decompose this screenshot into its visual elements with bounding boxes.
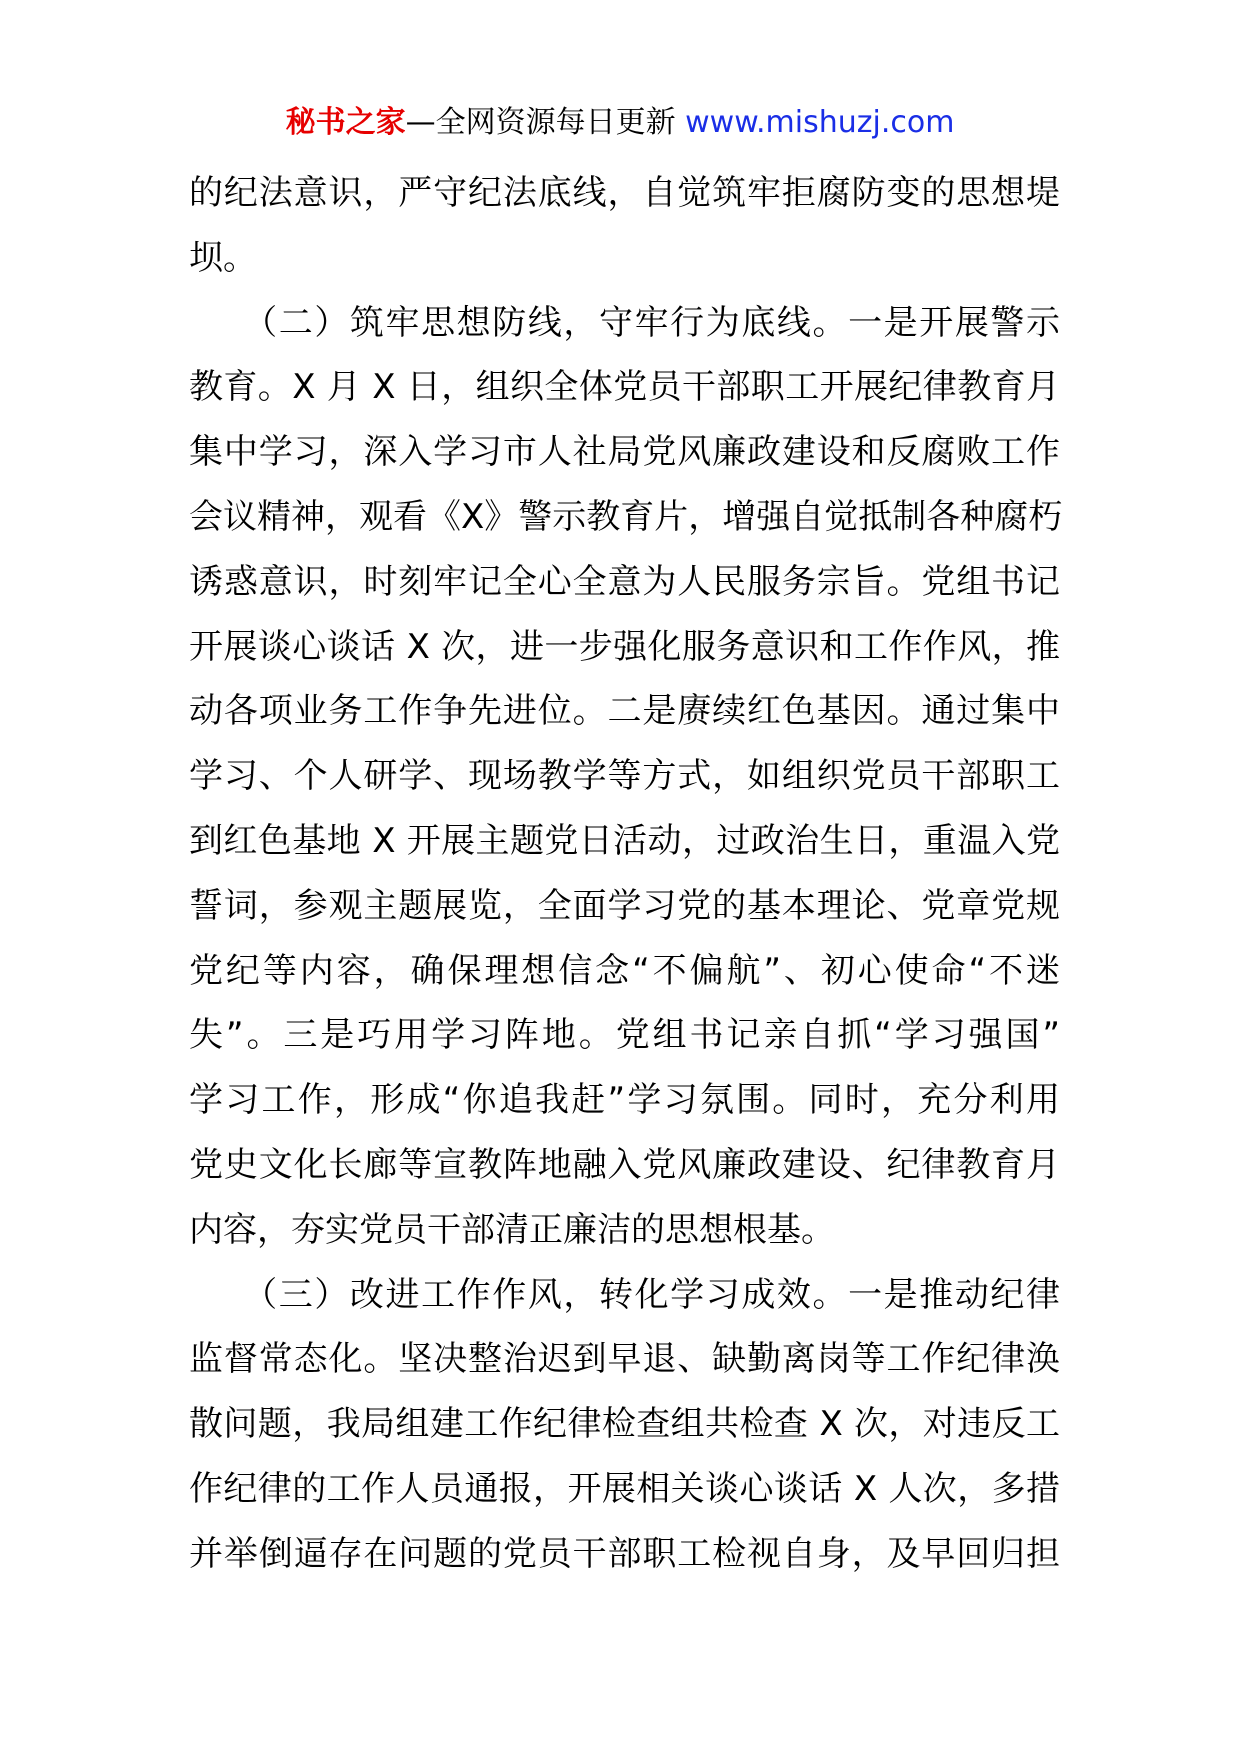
text-line: 誓词，参观主题展览，全面学习党的基本理论、党章党规 xyxy=(189,885,1060,926)
text-line: 集中学习，深入学习市人社局党风廉政建设和反腐败工作 xyxy=(189,432,1060,473)
text-line: 内容，夯实党员干部清正廉洁的思想根基。 xyxy=(189,1209,835,1250)
text-line: 散问题，我局组建工作纪律检查组共检查 X 次，对违反工 xyxy=(189,1404,1060,1445)
text-line: 的纪法意识，严守纪法底线，自觉筑牢拒腐防变的思想堤 xyxy=(189,173,1060,213)
text-line: 并举倒逼存在问题的党员干部职工检视自身，及早回归担 xyxy=(189,1533,1060,1574)
site-header xyxy=(0,101,1240,145)
text-line: 到红色基地 X 开展主题党日活动，过政治生日，重温入党 xyxy=(189,820,1060,861)
text-line: 失”。三是巧用学习阵地。党组书记亲自抓“学习强国” xyxy=(189,1015,1060,1056)
site-brand: 秘书之家 xyxy=(285,105,406,140)
document-body xyxy=(189,161,1063,1587)
text-line: 党史文化长廊等宣教阵地融入党风廉政建设、纪律教育月 xyxy=(189,1144,1060,1185)
text-line: 监督常态化。坚决整治迟到早退、缺勤离岗等工作纪律涣 xyxy=(189,1339,1060,1380)
text-line: （二）筑牢思想防线，守牢行为底线。一是开展警示 xyxy=(189,302,1060,343)
text-line: 坝。 xyxy=(189,237,257,278)
text-line: 诱惑意识，时刻牢记全心全意为人民服务宗旨。党组书记 xyxy=(189,561,1060,602)
text-line: （三）改进工作作风，转化学习成效。一是推动纪律 xyxy=(189,1274,1060,1315)
text-line: 党纪等内容，确保理想信念“不偏航”、初心使命“不迷 xyxy=(189,950,1060,991)
text-line: 作纪律的工作人员通报，开展相关谈心谈话 X 人次，多措 xyxy=(189,1468,1060,1509)
site-slogan: —全网资源每日更新 xyxy=(405,105,686,140)
text-line: 教育。X 月 X 日，组织全体党员干部职工开展纪律教育月 xyxy=(189,367,1060,408)
text-line: 开展谈心谈话 X 次，进一步强化服务意识和工作作风，推 xyxy=(189,626,1060,667)
text-line: 动各项业务工作争先进位。二是赓续红色基因。通过集中 xyxy=(189,691,1060,732)
site-url-link[interactable]: www.mishuzj.com xyxy=(685,105,955,140)
text-line: 学习工作，形成“你追我赶”学习氛围。同时，充分利用 xyxy=(189,1080,1060,1121)
text-line: 会议精神，观看《X》警示教育片，增强自觉抵制各种腐朽 xyxy=(189,496,1063,537)
text-line: 学习、个人研学、现场教学等方式，如组织党员干部职工 xyxy=(189,756,1060,797)
